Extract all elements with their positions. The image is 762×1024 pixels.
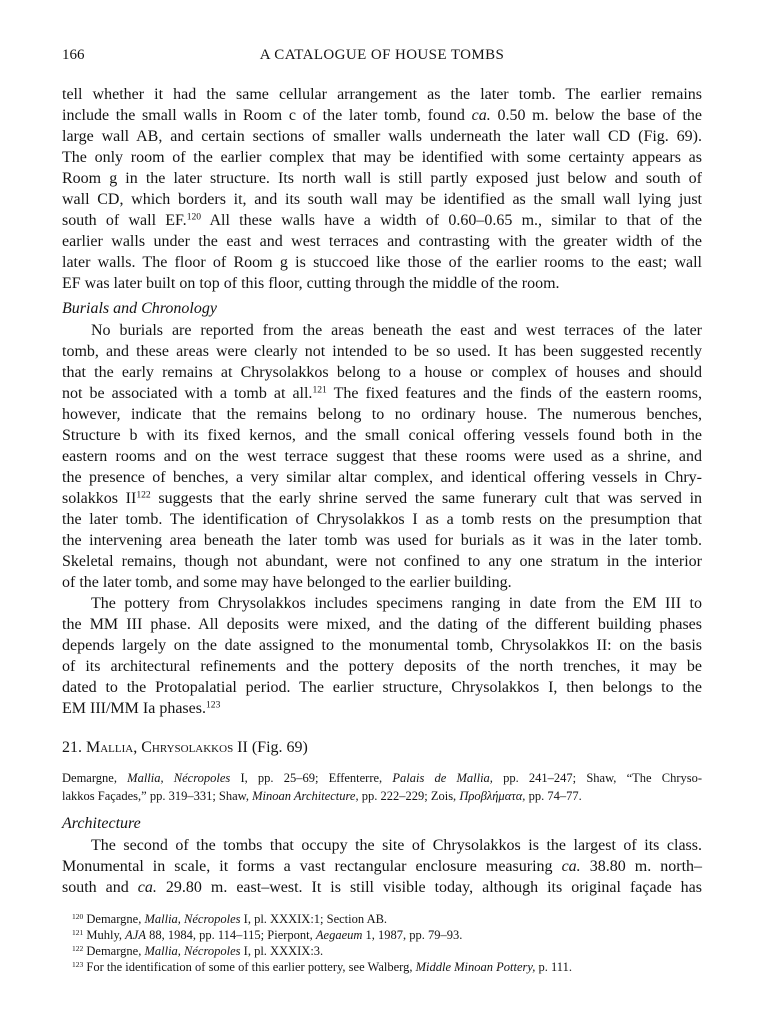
- footnote-ref: 121: [312, 384, 327, 396]
- text-line: dated to the Protopalatial period. The earlier structure, Chrysolakkos I, then belongs to the: [62, 679, 702, 696]
- page-number: 166: [62, 47, 85, 63]
- text-line: of its architectural refinements and the pottery deposits of the north trenches, it may be: [62, 658, 702, 675]
- text-line: Room g in the later structure. Its north wall is still partly exposed just below and south of: [62, 170, 702, 187]
- text-line: solakkos II$^{122}$ suggests that the early shrine served the same funerary cult that was served in: [62, 489, 703, 507]
- bibliography-line: Demargne, Mallia, Nécropoles I, pp. 25–69; Effenterre, Palais de Mallia, pp. 241–247; Shaw, “The Chryso-: [62, 771, 703, 785]
- text-line: large wall AB, and certain sections of smaller walls underneath the later wall CD (Fig. 69).: [62, 128, 702, 145]
- subheading-burials: Burials and Chronology: [62, 300, 217, 317]
- running-header: [62, 47, 702, 67]
- text-line: The second of the tombs that occupy the site of Chrysolakkos is the largest of its class.: [91, 837, 702, 854]
- footnote-121: $^{121}$ Muhly, AJA 88, 1984, pp. 114–115; Pierpont, Aegaeum 1, 1987, pp. 79–93.: [72, 927, 463, 942]
- footnote-122: $^{122}$ Demargne, Mallia, Nécropoles I, pl. XXXIX:3.: [72, 943, 324, 958]
- footnote-120: $^{120}$ Demargne, Mallia, Nécropoles I, pl. XXXIX:1; Section AB.: [72, 911, 388, 926]
- footnote-ref: 120: [186, 211, 202, 223]
- text-line: No burials are reported from the areas beneath the east and west terraces of the later: [91, 322, 702, 339]
- text-line: later walls. The floor of Room g is stuccoed like those of the earlier rooms to the east; wall: [62, 254, 702, 271]
- text-line: tomb, and these areas were clearly not intended to be so used. It has been suggested recently: [62, 343, 702, 360]
- footnote-ref: 123: [205, 699, 221, 711]
- text-line: depends largely on the date assigned to the monumental tomb, Chrysolakkos II: on the basis: [62, 637, 702, 654]
- text-line: The only room of the earlier complex that may be identified with some certainty appears as: [62, 149, 702, 166]
- text-line: Skeletal remains, though not abundant, were not confined to any one stratum in the interior: [62, 553, 702, 570]
- text-line: tell whether it had the same cellular arrangement as the later tomb. The earlier remains: [62, 86, 702, 103]
- text-line: south of wall EF.$^{120}$ All these walls have a width of 0.60–0.65 m., similar to that of the: [62, 211, 703, 229]
- footnote-ref: 122: [136, 489, 151, 501]
- text-line: south and ca. 29.80 m. east–west. It is still visible today, although its original façade has: [62, 879, 703, 896]
- text-line: that the early remains at Chrysolakkos belong to a house or complex of houses and should: [62, 364, 702, 381]
- text-line: however, indicate that the remains belong to no ordinary house. The numerous benches,: [62, 406, 702, 423]
- running-title: A CATALOGUE OF HOUSE TOMBS: [259, 47, 505, 63]
- text-line: the intervening area beneath the later tomb was used for burials as it was in the later tomb.: [62, 532, 702, 549]
- text-line: the later tomb. The identification of Chrysolakkos I as a tomb rests on the presumption that: [62, 511, 702, 528]
- text-line: earlier walls under the east and west terraces and contrasting with the greater width of the: [62, 233, 702, 250]
- text-line: of the later tomb, and some may have belonged to the earlier building.: [62, 574, 512, 591]
- text-line: EF was later built on top of this floor, cutting through the middle of the room.: [62, 275, 560, 292]
- text-line: eastern rooms and on the west terrace suggest that these rooms were used as a shrine, and: [62, 448, 702, 465]
- bibliography-line: lakkos Façades,” pp. 319–331; Shaw, Minoan Architecture, pp. 222–229; Zois, Προβλήματα, pp. 74–77.: [62, 789, 582, 803]
- text-line: Structure b with its fixed kernos, and the small conical offering vessels found both in the: [62, 427, 702, 444]
- text-line: the presence of benches, a very similar altar complex, and identical offering vessels in Chry-: [62, 469, 702, 486]
- text-line: The pottery from Chrysolakkos includes specimens ranging in date from the EM III to: [91, 595, 702, 612]
- text-line: wall CD, which borders it, and its south wall may be identified as the small wall lying just: [62, 191, 702, 208]
- text-line: include the small walls in Room c of the later tomb, found ca. 0.50 m. below the base of the: [62, 107, 703, 124]
- text-line: the MM III phase. All deposits were mixed, and the dating of the different building phases: [62, 616, 702, 633]
- text-line: not be associated with a tomb at all.$^{121}$ The fixed features and the finds of the eastern rooms,: [62, 384, 702, 402]
- footnote-123: $^{123}$ For the identification of some of this earlier pottery, see Walberg, Middle Minoan Pottery, p. 111.: [72, 959, 572, 974]
- text-line: EM III/MM Ia phases.$^{123}$: [62, 699, 221, 717]
- section-heading: 21. Mallia, Chrysolakkos II (Fig. 69): [62, 739, 308, 756]
- subheading-architecture: Architecture: [62, 815, 141, 832]
- text-line: Monumental in scale, it forms a vast rectangular enclosure measuring ca. 38.80 m. north–: [62, 858, 703, 875]
